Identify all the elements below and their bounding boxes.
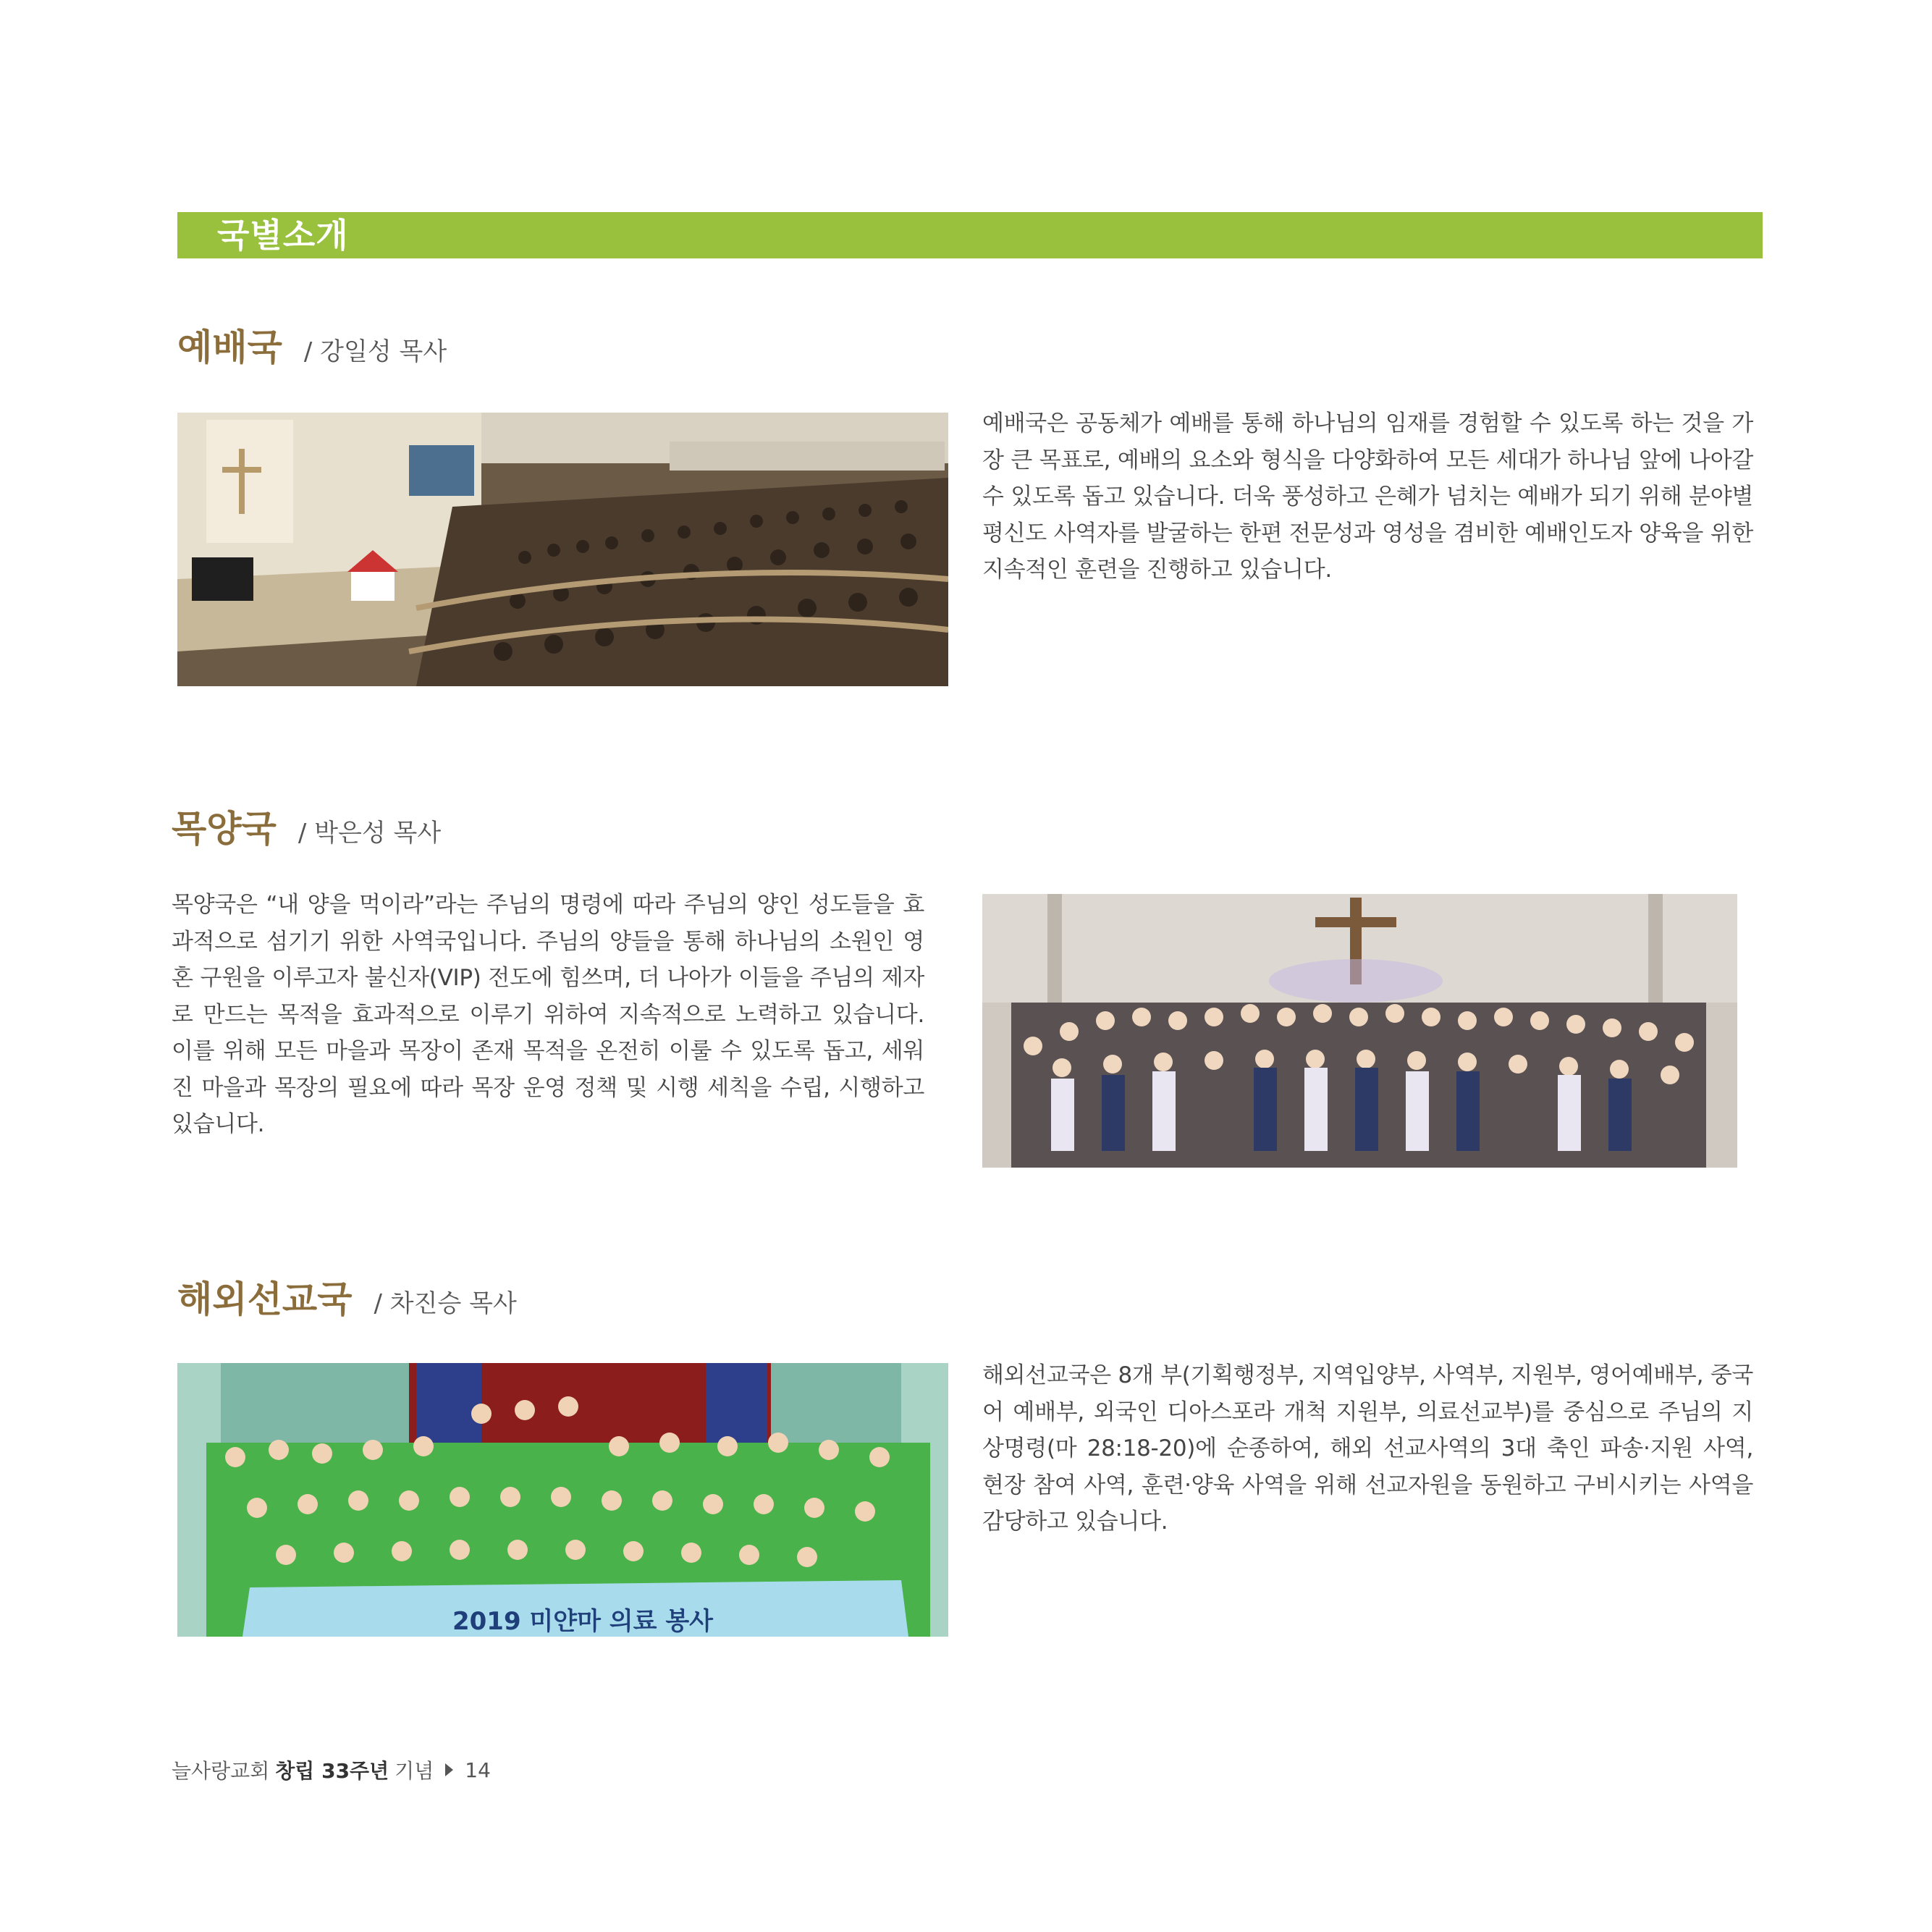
section-heading-worship <box>177 319 447 371</box>
missions-description: 해외선교국은 8개 부(기획행정부, 지역입양부, 사역부, 지원부, 영어예배부, 중국어 예배부, 외국인 디아스포라 개척 지원부, 의료선교부)를 중심으로 주님의 지상명령(마 28:18-20)에 순종하여, 해외 선교사역의 3대 축인 파송·지원 사역, 현장 참여 사역, 훈련·양육 사역을 위해 선교자원을 동원하고 구비시키는 사역을 감당하고 있습니다. <box>982 1362 1753 1535</box>
section-title: 예배국 <box>177 326 282 368</box>
section-subtitle: / 차진승 목사 <box>374 1289 517 1318</box>
section-title: 목양국 <box>172 808 277 850</box>
section-title: 해외선교국 <box>177 1278 353 1320</box>
footer-anniversary: 창립 33주년 <box>275 1759 389 1783</box>
worship-description: 예배국은 공동체가 예배를 통해 하나님의 임재를 경험할 수 있도록 하는 것을 가장 큰 목표로, 예배의 요소와 형식을 다양화하여 모든 세대가 하나님 앞에 나아갈 수 있도록 돕고 있습니다. 더욱 풍성하고 은혜가 넘치는 예배가 되기 위해 분야별 평신도 사역자를 발굴하는 한편 전문성과 영성을 겸비한 예배인도자 양육을 위한 지속적인 훈련을 진행하고 있습니다. <box>982 410 1753 583</box>
missions-group-photo <box>177 1363 948 1637</box>
section-header-band <box>177 212 1763 258</box>
banner-text: 2019 미얀마 의료 봉사 <box>452 1607 714 1636</box>
page-footer <box>172 1755 491 1784</box>
section-heading-missions <box>177 1270 517 1323</box>
pastoral-group-photo <box>982 894 1737 1168</box>
section-subtitle: / 강일성 목사 <box>303 337 447 366</box>
section-heading-pastoral <box>172 800 441 852</box>
page-title: 국별소개 <box>217 216 349 255</box>
play-arrow-icon <box>445 1763 453 1776</box>
pastoral-description: 목양국은 “내 양을 먹이라”라는 주님의 명령에 따라 주님의 양인 성도들을 효과적으로 섬기기 위한 사역국입니다. 주님의 양들을 통해 하나님의 소원인 영혼 구원을 이루고자 불신자(VIP) 전도에 힘쓰며, 더 나아가 이들을 주님의 제자로 만드는 목적을 효과적으로 이루기 위하여 지속적으로 노력하고 있습니다. 이를 위해 모든 마을과 목장이 존재 목적을 온전히 이룰 수 있도록 돕고, 세워진 마을과 목장의 필요에 따라 목장 운영 정책 및 시행 세칙을 수립, 시행하고 있습니다. <box>172 892 924 1137</box>
footer-suffix: 기념 <box>395 1759 434 1783</box>
section-subtitle: / 박은성 목사 <box>298 819 442 848</box>
worship-photo <box>177 413 948 686</box>
page-number: 14 <box>465 1758 491 1782</box>
footer-church: 늘사랑교회 <box>172 1759 270 1783</box>
